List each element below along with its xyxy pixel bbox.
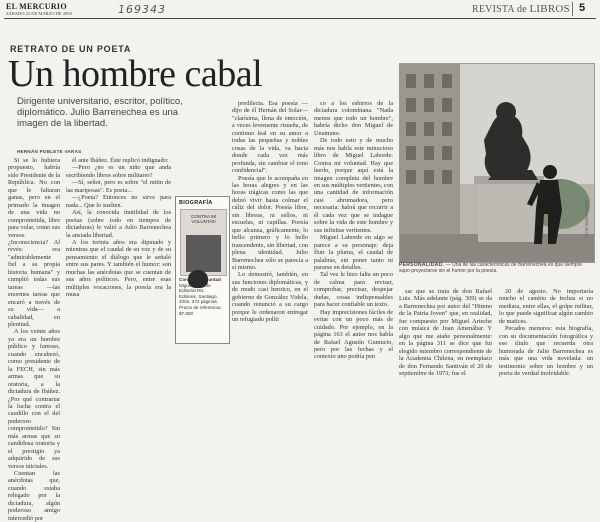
book-details [179,277,228,316]
caption-text: — Una de las características de Barrenechea es que siempre supo proyectarse sin el humor por la poesía. [399,262,583,274]
book-info-box [175,196,230,344]
paragraph: Miguel Laborde en algo se parece a su personaje: deja fluir la pluma, el caudal de palabras, sin poner tanto ni pararse en detalles. [314,234,393,271]
paragraph: Hay imprecisiones fáciles de evitar con un poco más de cuidado. Por ejemplo, en la página 163 el autor nos habla de Rafael Agustín Gumucio, pero por las fechas y el contexto uno podría pen [314,308,393,361]
book-cover-title: CONTRA MI VOLUNTAD [190,214,216,224]
book-publisher: Editorial RIL [179,288,205,294]
statue-photo-illustration [400,64,594,262]
book-title: Contra mi voluntad [179,277,221,282]
page-number: 5 [579,2,586,14]
article-column-3 [232,100,308,425]
article-kicker: RETRATO DE UN POETA [10,44,132,54]
article-column-1 [8,157,60,522]
paragraph: A los veinte años ya era un hombre público y famoso, cuando encabezó, como presidente de la FECH, sin más armas que su oratoria, a la dictadura de Ibáñez. ¿Por qué contrariar la lucha contra el caudillo con el del poderoso comprometido? Sin más armas que su candidosa oratoria y el prestigio ya adquirido de sus versos iniciales. [8,328,60,470]
article-column-6 [499,288,593,425]
paragraph: A los treinta años era diputado y mientras que el caudal de su voz y de su pensamiento el diálogo que le señaló entre sus pares. Y también el humor: son muchas las anécdotas que se cuentan de sus años políticos. Pero, entre esas múltiples vocaciones, la poesía era la musa [66,238,171,299]
photo-caption [399,262,593,274]
section-prefix: REVISTA de [472,4,530,15]
newspaper-name: EL MERCURIO [6,2,67,11]
article-byline: HERNÁN POBLETE VARAS [17,149,82,154]
sidebar-heading: BIOGRAFÍA [179,200,213,206]
paragraph: él ante Ibáñez. Éste replicó indignado: [72,157,169,164]
paragraph: Pecados menores: esta biografía, con su documentación fotográfica y ese título que recuerda otra humorada de Julio Barrenechea es más que una vida novelada: un testimonio sobre un hombre y un poeta de verdad inolvidable. [499,325,593,377]
paragraph: Tal vez le hizo falta un poco de calma para revisar, comprobar, precisar, despejar dudas, cosas indispensables para hacer confiable un texto. [314,271,393,309]
section-label: LIBROS [529,3,570,15]
article-column-4 [314,100,393,425]
article-column-2 [66,157,171,425]
handwritten-number: 169343 [118,3,166,16]
paragraph: 20 de agosto. No importaría mucho el cambio de fechas si no mediara, entre ellas, el golpe militar, lo que puede significar algún cambio de matices. [499,288,593,325]
article-title: Un hombre cabal [8,53,263,95]
paragraph: Cuentan las anécdotas que, cuando estaba relegado por la dictadura, algún poderoso amigo intercedió por [8,470,60,522]
book-price: Precio de referencia: $7.800 [179,304,222,316]
article-column-5 [399,288,492,425]
page-header [0,0,600,17]
section-name [472,3,570,15]
paragraph: Así, la conocida inutilidad de los poetas (sobre todo en tiempos de dictaduras) le valió a Julio Barrenechea la ansiada libertad. [66,209,171,239]
book-cover-portrait [186,235,221,272]
statue-photo [399,63,595,263]
photo-credit: FOTO SERGIO LÓPEZ [585,200,589,237]
paragraph: Si se lo hubiera propuesto, habría sido Presidente de la República. No con que le faltaran ganas, pero en el primado la imagen de una vida no comprometida, libre para volar, como sus versos. ¿Inconsciencia? Al revés: era "admirablemente fiel a su propia historia humana" y cumplió todas sus tareas —las enormes tareas que encaró a través de su vida— a cabalidad, en plenitud. [8,157,60,328]
paragraph: predilecta. Esa poesía —dijo de él Hernán del Solar— "clarísima, llena de emoción, a veces levemente risueña, de continuo leal en su amor a todas las pequeñas y nobles cosas de la vida, va hacia donde cada vez más profunda, sin cambiar el tono confidencial". [232,100,308,175]
caption-label: PERSONALIDAD. [399,262,445,268]
paragraph: sar que se trata de don Rafael Luis. Más adelante (pág. 309) se da a Barrenechea por autor del "Himno de la Patria Joven" que, en realidad, fue compuesto por Miguel Arteche con música de Juan Amenábar. Y algo que me atañe personalmente: en la página 311 se dice que fui elegido miembro correspondiente de la Academia Chilena, en reemplazo de don Fernando Santiván el 20 de septiembre de 1973; fue el [399,288,492,377]
paragraph: —Pero ¿no es un niño que anda escribiendo libros sobre militares? [66,164,171,179]
book-author: Miguel Laborde [179,282,211,288]
book-pages: Editores, Santiago, 2002, 372 páginas. [179,293,219,305]
paragraph: —¿Poeta? Entonces no sirve para nada... Que lo suelten. [66,194,171,209]
header-divider [572,2,573,16]
paragraph: Lo demostró, también, en sus funciones diplomáticas, y de modo casi heroico, en el gobierno de González Videla, cuando renunció a su cargo porque le ordenaron entregar un refugiado políti [232,271,308,324]
article-deck: Dirigente universitario, escritor, político, diplomático. Julio Barrenechea es una imagen de la libertad. [17,96,183,129]
paragraph: De todo esto y de mucho más nos habla este minucioso libro de Miguel Laborde: Contra mi voluntad. Hay que leerlo, porque aquí está la imagen completa del hombre en sus múltiples vertientes, con una cantidad de información casi abrumadora, pero necesaria: habrá que recurrir a él cada vez que se indague sobre la vida de este hombre y sus infinitas vertientes. [314,137,393,234]
paragraph: —Sí, señor, pero es sobre "el mitin de las mariposas". Es poeta... [66,179,171,194]
paragraph: co a los esbirros de la dictadura colombiana. "Nada menos que todo un hombre", habría dicho don Miguel de Unamuno. [314,100,393,137]
issue-date: SÁBADO 22 DE MARZO DE 2003 [6,11,72,16]
book-cover [180,209,227,276]
paragraph: Poesía que le acompaña en las horas alegres y en las horas trágicas como las que debió vivir hasta colmar el cáliz del dolor. Poesía libre, sin libreas, ni sellos, ni escuelas, ni capillas. Poesía que alcanza, gráficamente, lo bello primero y lo bello trascendente, sin libertad, con plena identidad. Julio Barrenechea sólo se parecía a sí mismo. [232,174,308,271]
header-rule [4,18,596,19]
